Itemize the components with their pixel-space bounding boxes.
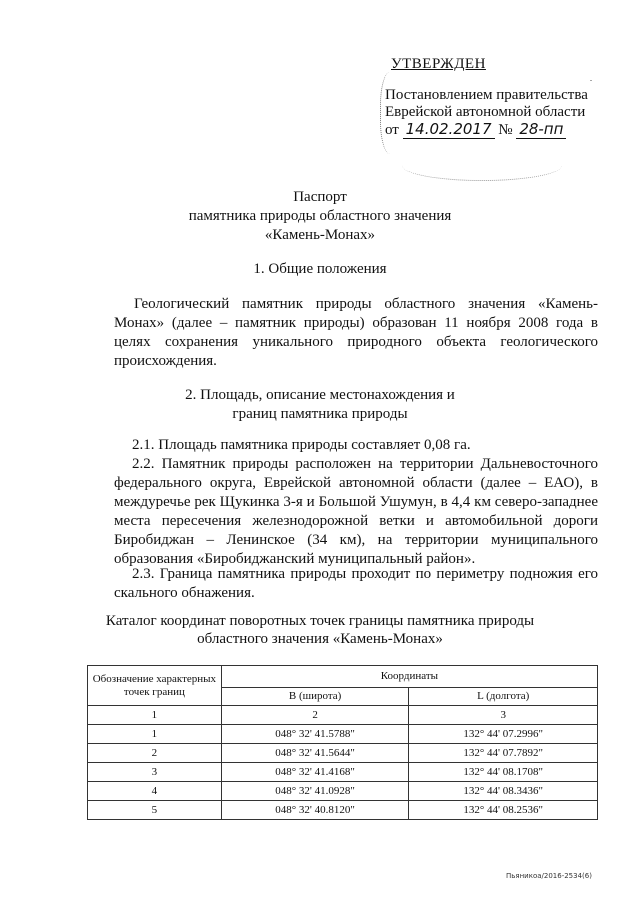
col-header-coords: Координаты	[221, 666, 597, 688]
doc-subtitle: памятника природы областного значения	[188, 208, 452, 224]
col-header-lon: L (долгота)	[409, 688, 598, 706]
point-cell: 4	[88, 782, 222, 801]
col-header-point: Обозначение характерных точек границ	[88, 666, 222, 706]
section2-heading	[0, 386, 640, 424]
date-prefix: от	[385, 122, 399, 138]
point-cell: 3	[88, 763, 222, 782]
table-row	[88, 801, 598, 820]
lon-cell: 132° 44' 08.1708"	[409, 763, 598, 782]
lat-cell: 048° 32' 41.0928"	[221, 782, 409, 801]
lat-cell: 048° 32' 41.4168"	[221, 763, 409, 782]
approval-title: УТВЕРЖДЕН	[391, 56, 486, 72]
table-row	[88, 725, 598, 744]
catalog-title-line2: областного значения «Камень-Монах»	[197, 631, 443, 647]
column-number-row	[88, 706, 598, 725]
section1-heading	[0, 260, 640, 279]
section2-p2: 2.2. Памятник природы расположен на территории Дальневосточного федерального округа, Еврейской автономной области (далее – ЕАО), в междуречье рек Щукинка 3-я и Большой Ушумун, в 4,4 км северо-западнее места пересечения железнодорожной ветки и автомобильной дороги Биробиджан – Ленинское (34 км), на территории муниципального образования «Биробиджанский муниципальный район».	[114, 456, 598, 567]
table-row	[88, 782, 598, 801]
lon-cell: 132° 44' 08.3436"	[409, 782, 598, 801]
doc-type: Паспорт	[293, 189, 347, 205]
document-header	[0, 188, 640, 245]
lon-cell: 132° 44' 07.2996"	[409, 725, 598, 744]
lat-cell: 048° 32' 41.5788"	[221, 725, 409, 744]
point-cell: 1	[88, 725, 222, 744]
point-cell: 2	[88, 744, 222, 763]
section2-p1: 2.1. Площадь памятника природы составляет 0,08 га.	[132, 437, 471, 453]
column-number: 2	[221, 706, 409, 725]
lon-cell: 132° 44' 07.7892"	[409, 744, 598, 763]
section1-paragraph: Геологический памятник природы областного значения «Камень-Монах» (далее – памятник природы) образован 11 ноября 2008 года в целях сохранения уникального природного объекта геологического происхождения.	[114, 296, 598, 369]
lon-cell: 132° 44' 08.2536"	[409, 801, 598, 820]
coordinates-table	[87, 665, 598, 820]
section2-heading-line2: границ памятника природы	[232, 406, 408, 422]
decorative-mark: .	[590, 74, 592, 83]
approval-line-2: Еврейской автономной области	[385, 104, 586, 120]
catalog-title	[0, 612, 640, 648]
section2-p3: 2.3. Граница памятника природы проходит по периметру подножия его скального обнажения.	[114, 566, 598, 601]
table-row	[88, 763, 598, 782]
doc-name: «Камень-Монах»	[264, 227, 376, 243]
approval-block	[385, 56, 600, 139]
approval-date-line	[385, 121, 600, 139]
col-header-lat: B (широта)	[221, 688, 409, 706]
footer-code: Пьяникоа/2016-2534(6)	[506, 872, 592, 880]
catalog-title-line1: Каталог координат поворотных точек границы памятника природы	[105, 613, 535, 629]
approval-number: 28-пп	[516, 120, 566, 139]
table-row	[88, 744, 598, 763]
point-cell: 5	[88, 801, 222, 820]
lat-cell: 048° 32' 41.5644"	[221, 744, 409, 763]
approval-line-1: Постановлением правительства	[385, 87, 588, 103]
column-number: 1	[88, 706, 222, 725]
lat-cell: 048° 32' 40.8120"	[221, 801, 409, 820]
section2-heading-line1: 2. Площадь, описание местонахождения и	[185, 387, 455, 403]
section1-heading-text: 1. Общие положения	[253, 261, 387, 277]
stamp-outline-bottom	[402, 150, 562, 181]
approval-date: 14.02.2017	[403, 120, 495, 139]
column-number: 3	[409, 706, 598, 725]
number-prefix: №	[498, 122, 513, 138]
